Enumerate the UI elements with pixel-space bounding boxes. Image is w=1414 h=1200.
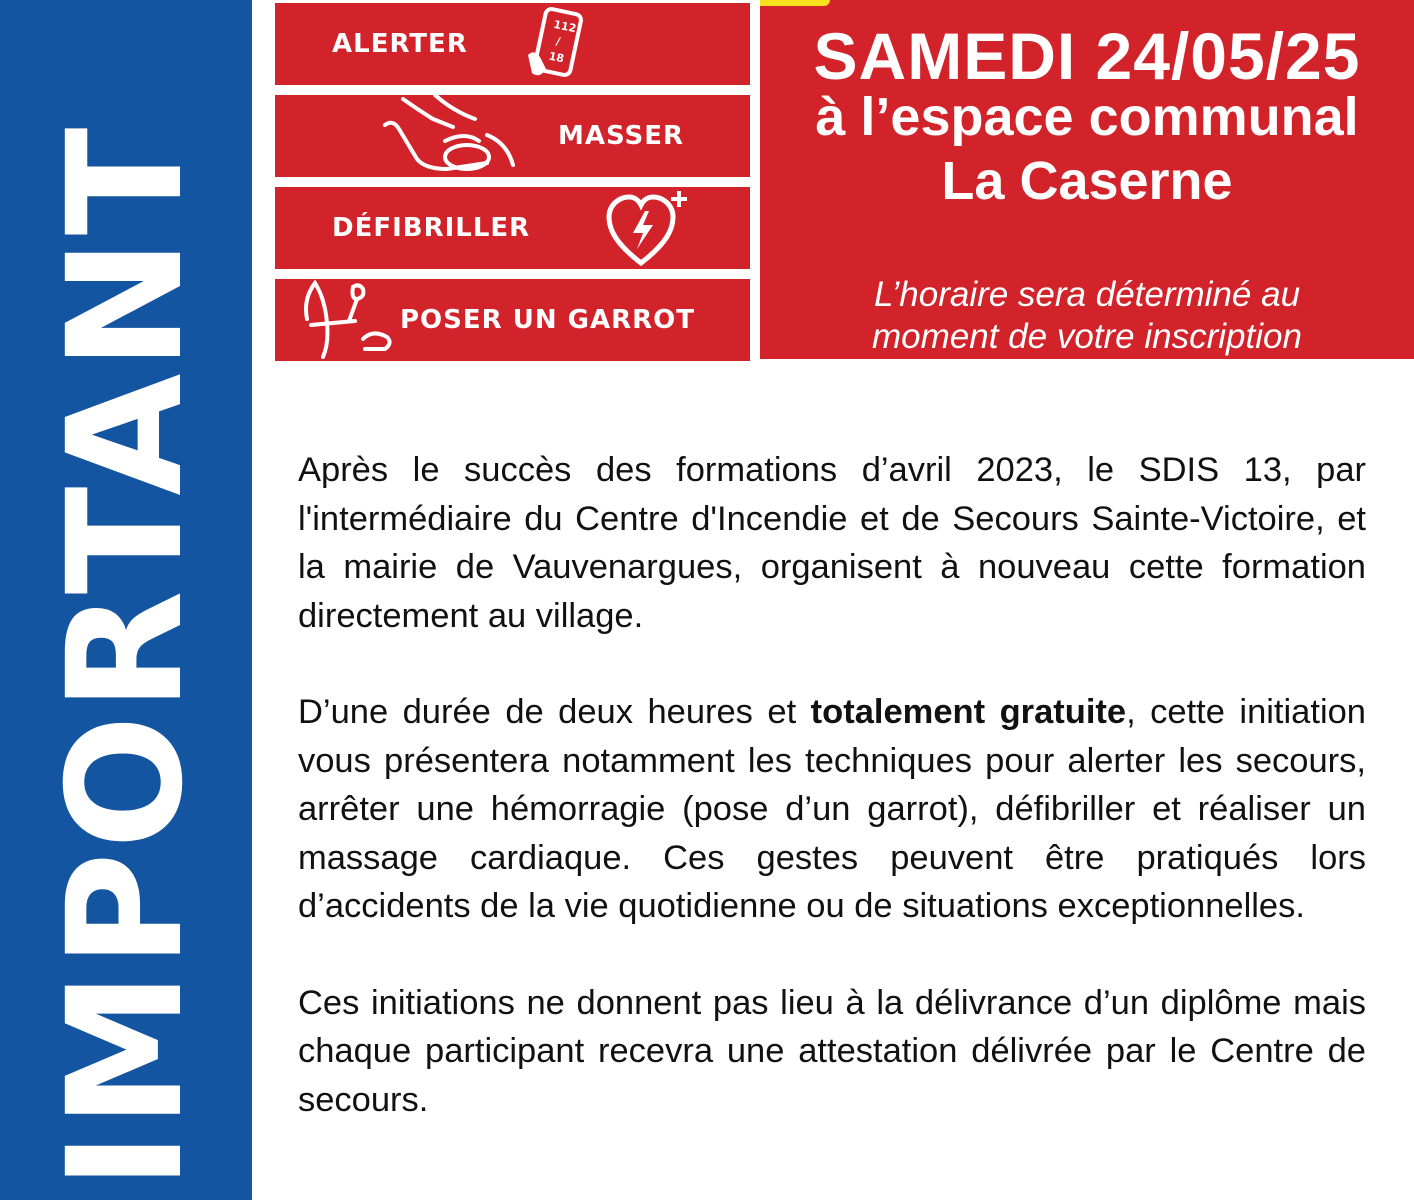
gesture-defibriller-label: DÉFIBRILLER xyxy=(332,213,531,243)
tourniquet-icon xyxy=(293,279,403,359)
svg-text:18: 18 xyxy=(547,49,566,66)
paragraph-details-bold: totalement gratuite xyxy=(810,693,1127,731)
gesture-garrot-label: POSER UN GARROT xyxy=(400,305,695,335)
event-note-line1: L’horaire sera déterminé au xyxy=(873,275,1301,314)
gesture-masser-label: MASSER xyxy=(558,121,685,151)
svg-text:/: / xyxy=(554,34,562,49)
gesture-masser xyxy=(275,95,750,177)
paragraph-intro: Après le succès des formations d’avril 2023, le SDIS 13, par l'intermédiaire du Centre d'Incendie et de Secours Sainte-Victoire, et la mairie de Vauvenargues, organisent à nouveau cette formation directement au village. xyxy=(298,451,1366,635)
gesture-alerter xyxy=(275,3,750,85)
sidebar-important-label: IMPORTANT xyxy=(34,124,218,1190)
event-note-line2: moment de votre inscription xyxy=(872,317,1302,356)
yellow-accent xyxy=(760,0,830,6)
event-date: SAMEDI 24/05/25 xyxy=(813,19,1361,93)
body-text xyxy=(298,446,1366,1172)
paragraph-certificate: Ces initiations ne donnent pas lieu à la délivrance d’un diplôme mais chaque participant recevra une attestation délivrée par le Centre de secours. xyxy=(298,983,1366,1119)
sidebar-band xyxy=(0,0,252,1200)
gesture-defibriller xyxy=(275,187,750,269)
event-place-line1: à l’espace communal xyxy=(815,87,1359,147)
event-place-line2: La Caserne xyxy=(941,151,1233,211)
event-info-box xyxy=(760,0,1414,359)
event-schedule-note xyxy=(780,274,1394,358)
svg-text:112: 112 xyxy=(552,17,578,36)
paragraph-details xyxy=(298,688,1366,931)
gesture-garrot xyxy=(275,279,750,361)
paragraph-details-start: D’une durée de deux heures et xyxy=(298,693,811,731)
phone-icon xyxy=(520,7,590,83)
paragraph-details-end: , cette initiation vous présentera notamment les techniques pour alerter les secours, arrêter une hémorragie (pose d’un garrot), défibriller et réaliser un massage cardiaque. Ces gestes peuvent être pratiqués lors d’accidents de la vie quotidienne ou de situations exceptionnelles. xyxy=(298,693,1366,925)
defibrillator-heart-icon xyxy=(605,189,695,267)
gesture-alerter-label: ALERTER xyxy=(332,29,468,59)
cpr-icon xyxy=(375,95,525,177)
